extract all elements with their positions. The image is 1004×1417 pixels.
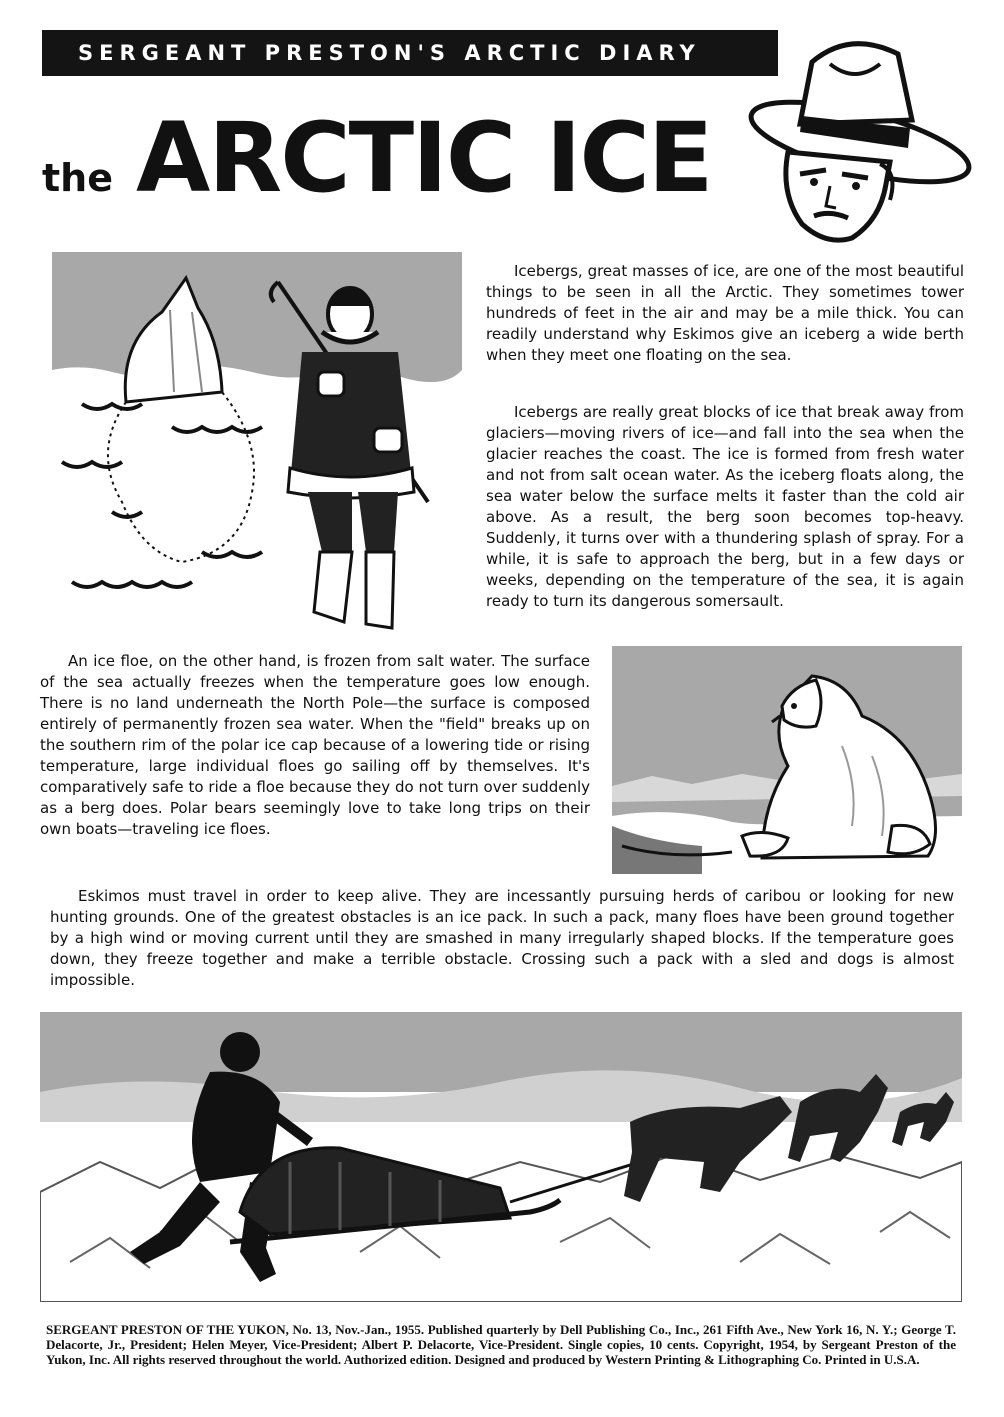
- mountie-portrait-illustration: [730, 24, 978, 248]
- title-prefix: the: [42, 156, 113, 200]
- paragraph-text: An ice floe, on the other hand, is frozen from salt water. The surface of the sea actually freezes when the temperature goes low enough. There is no land underneath the North Pole—the surface is composed entirely of permanently frozen sea water. When the "field" breaks up on the southern rim of the polar ice cap because of a lowering tide or rising temperature, large individual floes go sailing off by themselves. It's comparatively safe to ride a floe because they do not turn over suddenly as a berg does. Polar bears seemingly love to take long trips on their own boats—traveling ice floes.: [40, 652, 590, 838]
- iceberg-eskimo-illustration: [52, 252, 462, 636]
- paragraph-icebergs-intro: [486, 261, 964, 366]
- paragraph-text: Icebergs, great masses of ice, are one of the most beautiful things to be seen in all the Arctic. They sometimes tower hundreds of feet in the air and may be a mile thick. You can readily understand why Eskimos give an iceberg a wide berth when they meet one floating on the sea.: [486, 262, 964, 364]
- paragraph-text: Eskimos must travel in order to keep alive. They are incessantly pursuing herds of caribou or looking for new hunting grounds. One of the greatest obstacles is an ice pack. In such a pack, many floes have been ground together by a high wind or moving current until they are smashed in many irregularly shaped blocks. If the temperature goes down, they freeze together and make a terrible obstacle. Crossing such a pack with a sled and dogs is almost impossible.: [50, 887, 954, 989]
- polar-bear-illustration: [612, 646, 962, 874]
- page-title: ARCTIC ICE: [136, 102, 712, 214]
- paragraph-icebergs-glaciers: [486, 402, 964, 612]
- publication-footer: SERGEANT PRESTON OF THE YUKON, No. 13, Nov.-Jan., 1955. Published quarterly by Dell Publishing Co., Inc., 261 Fifth Ave., New York 16, N. Y.; George T. Delacorte, Jr., President; Helen Meyer, Vice-President; Albert P. Delacorte, Vice-President. Single copies, 10 cents. Copyright, 1954, by Sergeant Preston of the Yukon, Inc. All rights reserved throughout the world. Authorized edition. Designed and produced by Western Printing & Lithographing Co. Printed in U.S.A.: [46, 1322, 956, 1367]
- paragraph-text: Icebergs are really great blocks of ice that break away from glaciers—moving rivers of ice—and fall into the sea when the glacier reaches the coast. The ice is formed from fresh water and not from salt ocean water. As the iceberg floats along, the sea water below the surface melts it faster than the cold air above. As a result, the berg soon becomes top-heavy. Suddenly, it turns over with a thundering splash of spray. For a while, it is safe to approach the berg, but in a few days or weeks, depending on the temperature of the sea, it is again ready to turn its dangerous somersault.: [486, 403, 964, 610]
- paragraph-ice-floe: [40, 651, 590, 840]
- dog-sled-illustration: [40, 1012, 962, 1302]
- diary-banner: SERGEANT PRESTON'S ARCTIC DIARY: [42, 30, 778, 76]
- paragraph-ice-pack: [50, 886, 954, 991]
